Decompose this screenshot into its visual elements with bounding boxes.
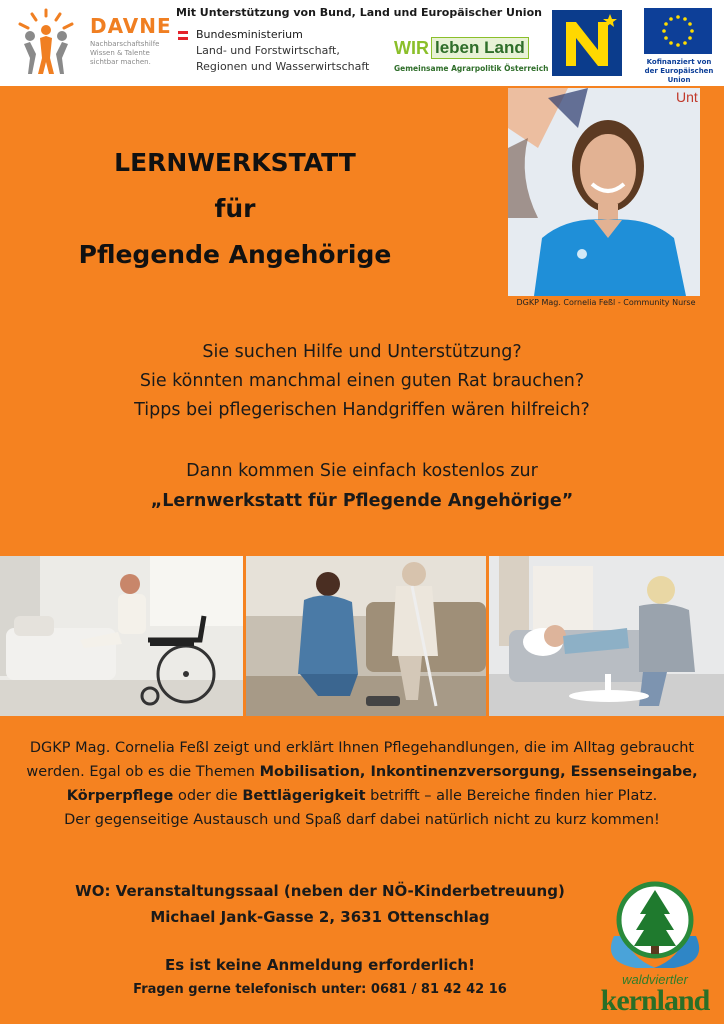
wheelchair-photo bbox=[0, 556, 243, 716]
waldviertler-kernland-logo bbox=[596, 876, 714, 1016]
invite-line2: „Lernwerkstatt für Pflegende Angehörige” bbox=[150, 491, 574, 511]
location-line1: WO: Veranstaltungssaal (neben der NÖ-Kinderbetreuung) bbox=[75, 882, 565, 900]
davne-tagline: Nachbarschaftshilfe Wissen & Talente sichtbar machen. bbox=[90, 40, 160, 66]
leben-land-text: leben Land bbox=[431, 37, 529, 59]
phone-note: Fragen gerne telefonisch unter: 0681 / 81 42 42 16 bbox=[133, 982, 507, 997]
description-part2: oder die bbox=[173, 788, 243, 804]
location-line2: Michael Jank-Gasse 2, 3631 Ottenschlag bbox=[150, 908, 490, 926]
description-part1: DGKP Mag. Cornelia Feßl zeigt und erklärt Ihnen Pflegehandlungen, die im Alltag gebraucht werden. Egal ob es die Themen bbox=[26, 740, 695, 780]
questions-block bbox=[40, 338, 684, 425]
davne-logo bbox=[10, 8, 170, 82]
support-text: Mit Unterstützung von Bund, Land und Europäischer Union bbox=[176, 6, 542, 19]
description-bold-bedridden: Bettlägerigkeit bbox=[242, 788, 366, 804]
eu-flag-icon bbox=[644, 8, 712, 54]
caregiver-photo bbox=[246, 556, 486, 716]
photo-caption: DGKP Mag. Cornelia Feßl - Community Nurse bbox=[516, 298, 696, 307]
question-1: Sie suchen Hilfe und Unterstützung? bbox=[202, 342, 522, 362]
wir-leben-land-logo bbox=[394, 36, 549, 78]
svg-text:Unt: Unt bbox=[676, 89, 698, 105]
noe-logo bbox=[552, 10, 622, 76]
tree-hands-icon bbox=[596, 876, 714, 972]
description-bold-topics: Mobilisation, Inkontinenzversorgung, Essenseingabe, Körperpflege bbox=[66, 764, 698, 804]
waldviertler-text: waldviertler bbox=[622, 972, 688, 987]
wir-subtitle: Gemeinsame Agrarpolitik Österreich bbox=[394, 64, 549, 73]
description-paragraph bbox=[4, 736, 720, 808]
header-banner bbox=[0, 0, 724, 86]
patient-sofa-photo bbox=[489, 556, 724, 716]
title-line1: LERNWERKSTATT bbox=[114, 148, 356, 177]
nurse-portrait-photo bbox=[508, 88, 700, 296]
davne-figures-icon bbox=[10, 8, 82, 78]
eu-caption: Kofinanziert von der Europäischen Union bbox=[644, 58, 714, 84]
location-block bbox=[40, 878, 600, 930]
ministry-line2: Land- und Forstwirtschaft, bbox=[196, 44, 340, 57]
ministry-line3: Regionen und Wasserwirtschaft bbox=[196, 60, 370, 73]
ministry-line1: Bundesministerium bbox=[196, 28, 303, 41]
photo-strip bbox=[0, 556, 724, 716]
question-2: Sie könnten manchmal einen guten Rat brauchen? bbox=[139, 371, 585, 391]
eu-logo bbox=[640, 8, 718, 84]
kernland-text: kernland bbox=[600, 984, 710, 1017]
invite-line1: Dann kommen Sie einfach kostenlos zur bbox=[186, 461, 538, 481]
wir-text: WIR bbox=[394, 37, 429, 58]
no-registration-note: Es ist keine Anmeldung erforderlich! bbox=[165, 956, 475, 974]
austria-flag-icon bbox=[178, 31, 188, 40]
title-line3: Pflegende Angehörige bbox=[78, 240, 392, 269]
davne-name: DAVNE bbox=[90, 14, 172, 38]
description-text bbox=[4, 736, 720, 832]
description-line2: Der gegenseitige Austausch und Spaß darf dabei natürlich nicht zu kurz kommen! bbox=[64, 812, 660, 828]
title-line2: für bbox=[214, 194, 256, 223]
noe-n-icon bbox=[552, 10, 622, 76]
main-title bbox=[40, 140, 430, 278]
question-3: Tipps bei pflegerischen Handgriffen wären hilfreich? bbox=[134, 400, 590, 420]
description-part3: betrifft – alle Bereiche finden hier Platz. bbox=[365, 788, 658, 804]
invite-block bbox=[40, 456, 684, 516]
